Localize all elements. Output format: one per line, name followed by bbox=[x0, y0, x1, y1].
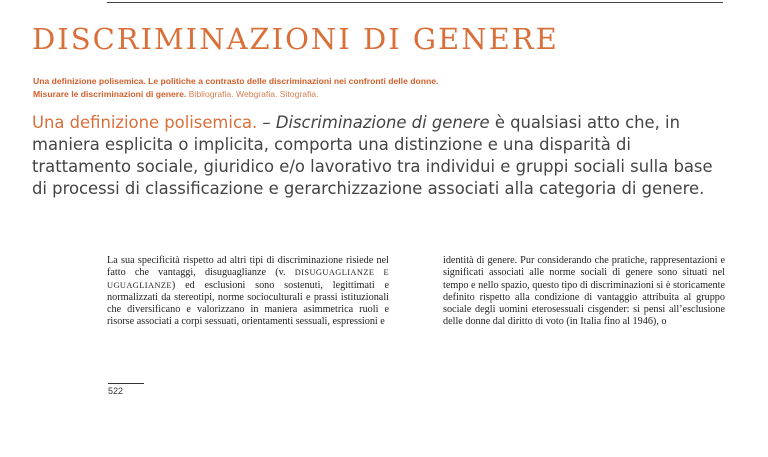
section-index-links-2[interactable]: Misurare le discriminazioni di genere. bbox=[33, 89, 187, 99]
lead-heading: Una definizione polisemica. bbox=[32, 113, 258, 132]
body-column-left bbox=[107, 255, 389, 329]
lead-text: è qualsiasi atto che, in maniera esplicita o implicita, comporta una distinzione e una disparità di trattamento sociale, giuridico e/o lavorativo tra individui e gruppi sociali sulla base di processi di classificazione e gerarchizzazione associati alla categoria di genere. bbox=[32, 113, 713, 198]
section-index-line-2 bbox=[33, 88, 438, 101]
footer-rule bbox=[108, 383, 144, 384]
cross-reference-link[interactable]: DISUGUAGLIANZE E UGUAGLIANZE bbox=[107, 268, 389, 290]
lead-dash: – bbox=[257, 113, 276, 132]
section-index-links-1[interactable]: Una definizione polisemica. Le politiche a contrasto delle discriminazioni nei confronti delle donne. bbox=[33, 76, 439, 86]
lead-paragraph bbox=[32, 112, 732, 200]
section-index-extras[interactable]: Bibliografia. Webgrafia. Sitografia. bbox=[186, 89, 319, 99]
body-column-right bbox=[443, 255, 725, 329]
section-index-line-1 bbox=[33, 75, 438, 88]
body-left-text-b: ) ed esclusioni sono sostenuti, legittimati e normalizzati da stereotipi, norme socioculturali e prassi istituzionali che diversificano e valorizzano in maniera asimmetrica ruoli e risorse associati a corpi sessuati, orientamenti sessuali, espressioni e bbox=[107, 279, 389, 328]
lead-term: Discriminazione di genere bbox=[275, 113, 490, 132]
section-index bbox=[33, 75, 438, 101]
page-title: DISCRIMINAZIONI DI GENERE bbox=[32, 22, 559, 56]
page-number: 522 bbox=[108, 386, 124, 396]
body-right-text: identità di genere. Pur considerando che pratiche, rappresentazioni e significati associati alle norme sociali di genere sono situati nel tempo e nello spazio, questo tipo di discriminazioni si è storicamente definito rispetto alla condizione di vantaggio attribuita al gruppo sociale degli uomini eterosessuali cisgender: si pensi all’esclusione delle donne dal diritto di voto (in Italia fino al 1946), o bbox=[443, 255, 725, 328]
body-left-text-a: La sua specificità rispetto ad altri tipi di discriminazione risiede nel fatto che vantaggi, disuguaglianze (v. bbox=[107, 255, 389, 279]
top-rule bbox=[107, 2, 723, 3]
